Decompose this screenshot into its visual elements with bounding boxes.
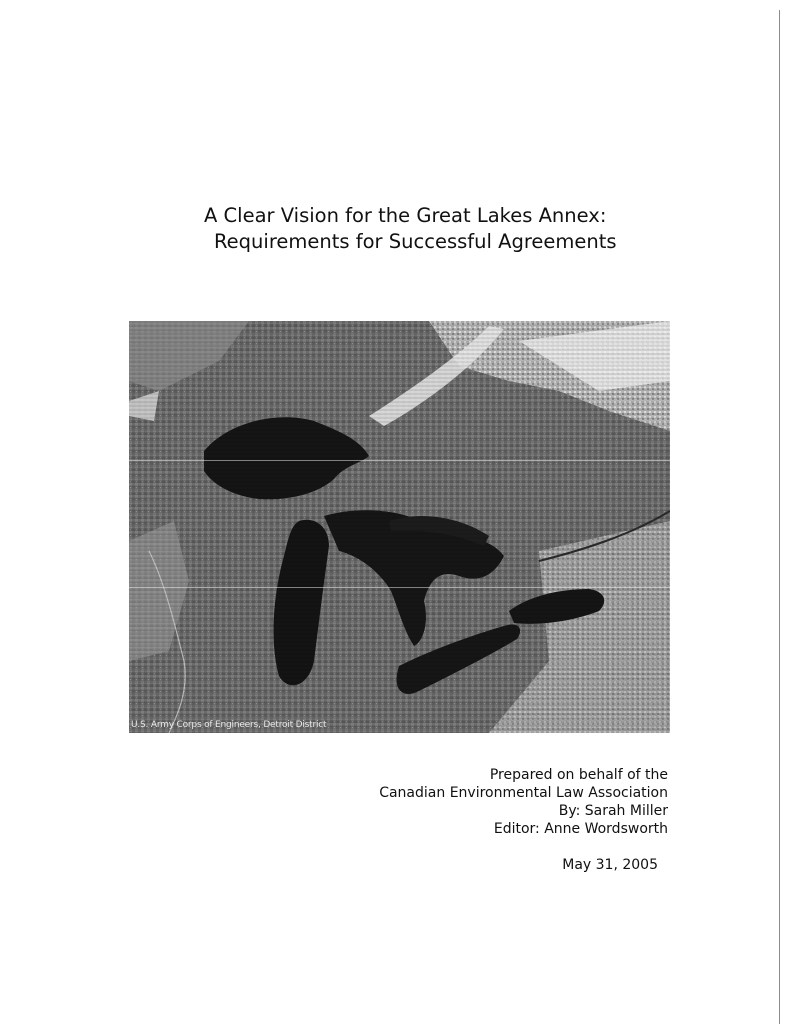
great-lakes-satellite-image — [129, 321, 670, 733]
prepared-by-block — [360, 766, 668, 838]
prepared-line-1: Prepared on behalf of the — [489, 767, 668, 783]
image-credit: U.S. Army Corps of Engineers, Detroit District — [131, 720, 327, 730]
document-title — [140, 203, 680, 255]
document-date: May 31, 2005 — [562, 857, 658, 873]
prepared-editor: Editor: Anne Wordsworth — [493, 821, 668, 837]
page-edge — [779, 10, 780, 1024]
prepared-organization: Canadian Environmental Law Association — [379, 785, 668, 801]
title-line-2: Requirements for Successful Agreements — [214, 230, 617, 253]
prepared-author: By: Sarah Miller — [558, 803, 668, 819]
title-line-1: A Clear Vision for the Great Lakes Annex: — [204, 204, 607, 227]
